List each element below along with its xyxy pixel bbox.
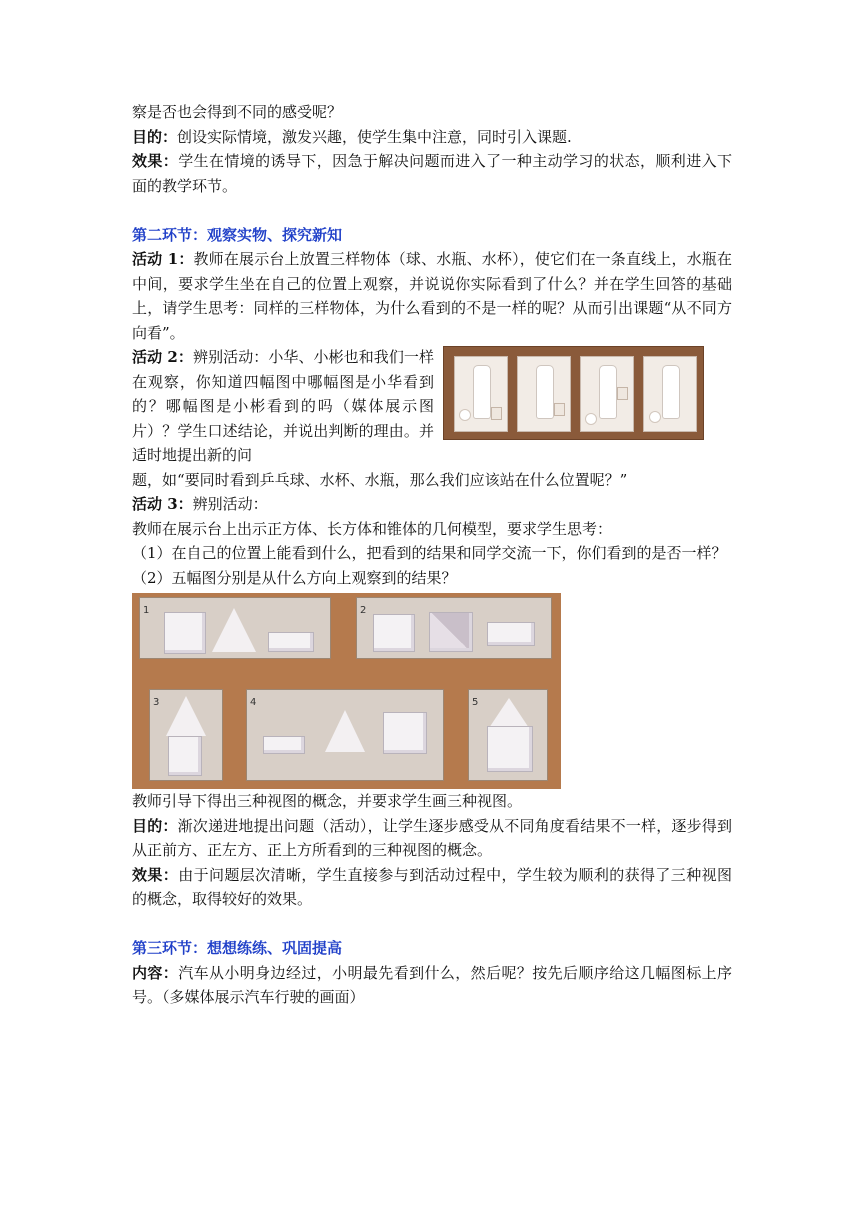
bottle-views-image (443, 346, 704, 440)
view-label-5: 5 (472, 697, 479, 708)
content-text: 汽车从小明身边经过，小明最先看到什么，然后呢？按先后顺序给这几幅图标上序号。（多媒体展示汽车行驶的画面） (132, 963, 732, 1006)
view-panel-3 (149, 689, 223, 781)
activity-1-label: 活动 1： (132, 250, 194, 268)
effect-2-label: 效果： (132, 865, 179, 884)
bottle-view-2 (517, 356, 571, 432)
question-2: （2）五幅图分别是从什么方向上观察到的结果？ (132, 568, 457, 587)
view-panel-2 (356, 597, 552, 659)
purpose-text: 创设实际情境，激发兴趣，使学生集中注意，同时引入课题. (177, 127, 572, 146)
activity-1-text: 教师在展示台上放置三样物体（球、水瓶、水杯），使它们在一条直线上，水瓶在中间，要求学生坐在自己的位置上观察，并说说你实际看到了什么？并在学生回答的基础上，请学生思考：同样的三样物体，为什么看到的不是一样的呢？从而引出课题“从不同方向看”。 (132, 250, 732, 342)
effect-2-paragraph (132, 863, 732, 912)
view-panel-1 (139, 597, 331, 659)
purpose-2-text: 渐次递进地提出问题（活动），让学生逐步感受从不同角度看结果不一样，逐步得到从正前方、正左方、正上方所看到的三种视图的概念。 (132, 816, 732, 859)
activity-3-label: 活动 3： (132, 495, 193, 513)
view-label-1: 1 (143, 605, 150, 616)
content-paragraph (132, 961, 732, 1010)
activity-2 (132, 345, 434, 468)
view-label-2: 2 (360, 605, 367, 616)
content-label: 内容： (132, 963, 179, 982)
view-panel-5 (468, 689, 548, 781)
activity-2-tail: 题，如“要同时看到乒乓球、水杯、水瓶，那么我们应该站在什么位置呢？” (132, 470, 628, 489)
purpose-2-paragraph (132, 814, 732, 863)
bottle-view-3 (580, 356, 634, 432)
geometric-views-image (132, 593, 561, 789)
effect-2-text: 由于问题层次清晰，学生直接参与到活动过程中，学生较为顺利的获得了三种视图的概念，取得较好的效果。 (132, 865, 732, 908)
purpose-label: 目的： (132, 127, 178, 146)
view-label-4: 4 (250, 697, 257, 708)
bottle-view-1 (454, 356, 508, 432)
activity-3-description: 教师在展示台上出示正方体、长方体和锥体的几何模型，要求学生思考： (132, 519, 613, 538)
effect-label: 效果： (132, 152, 179, 170)
view-panel-4 (246, 689, 444, 781)
activity-3 (132, 492, 732, 517)
after-image-text: 教师引导下得出三种视图的概念，并要求学生画三种视图。 (132, 792, 523, 810)
bottle-view-4 (643, 356, 697, 432)
effect-paragraph (132, 149, 732, 198)
document-page (132, 100, 732, 1010)
section-heading-2: 第二环节：观察实物、探究新知 (132, 225, 343, 244)
activity-2-text: 辨别活动：小华、小彬也和我们一样在观察，你知道四幅图中哪幅图是小华看到的？哪幅图是小彬看到的吗（媒体展示图片）？学生口述结论，并说出判断的理由。并适时地提出新的问 (132, 348, 434, 464)
purpose-2-label: 目的： (132, 816, 178, 835)
question-1: （1）在自己的位置上能看到什么，把看到的结果和同学交流一下，你们看到的是否一样？ (132, 544, 727, 562)
activity-2-label: 活动 2： (132, 348, 193, 366)
activity-2-block (132, 345, 732, 468)
activity-3-text: 辨别活动： (192, 495, 268, 513)
activity-1 (132, 247, 732, 345)
intro-line: 察是否也会得到不同的感受呢？ (132, 103, 343, 121)
section-heading-3: 第三环节：想想练练、巩固提高 (132, 939, 343, 957)
view-label-3: 3 (153, 697, 160, 708)
purpose-paragraph (132, 125, 732, 150)
effect-text: 学生在情境的诱导下，因急于解决问题而进入了一种主动学习的状态，顺利进入下面的教学环节。 (132, 152, 732, 195)
